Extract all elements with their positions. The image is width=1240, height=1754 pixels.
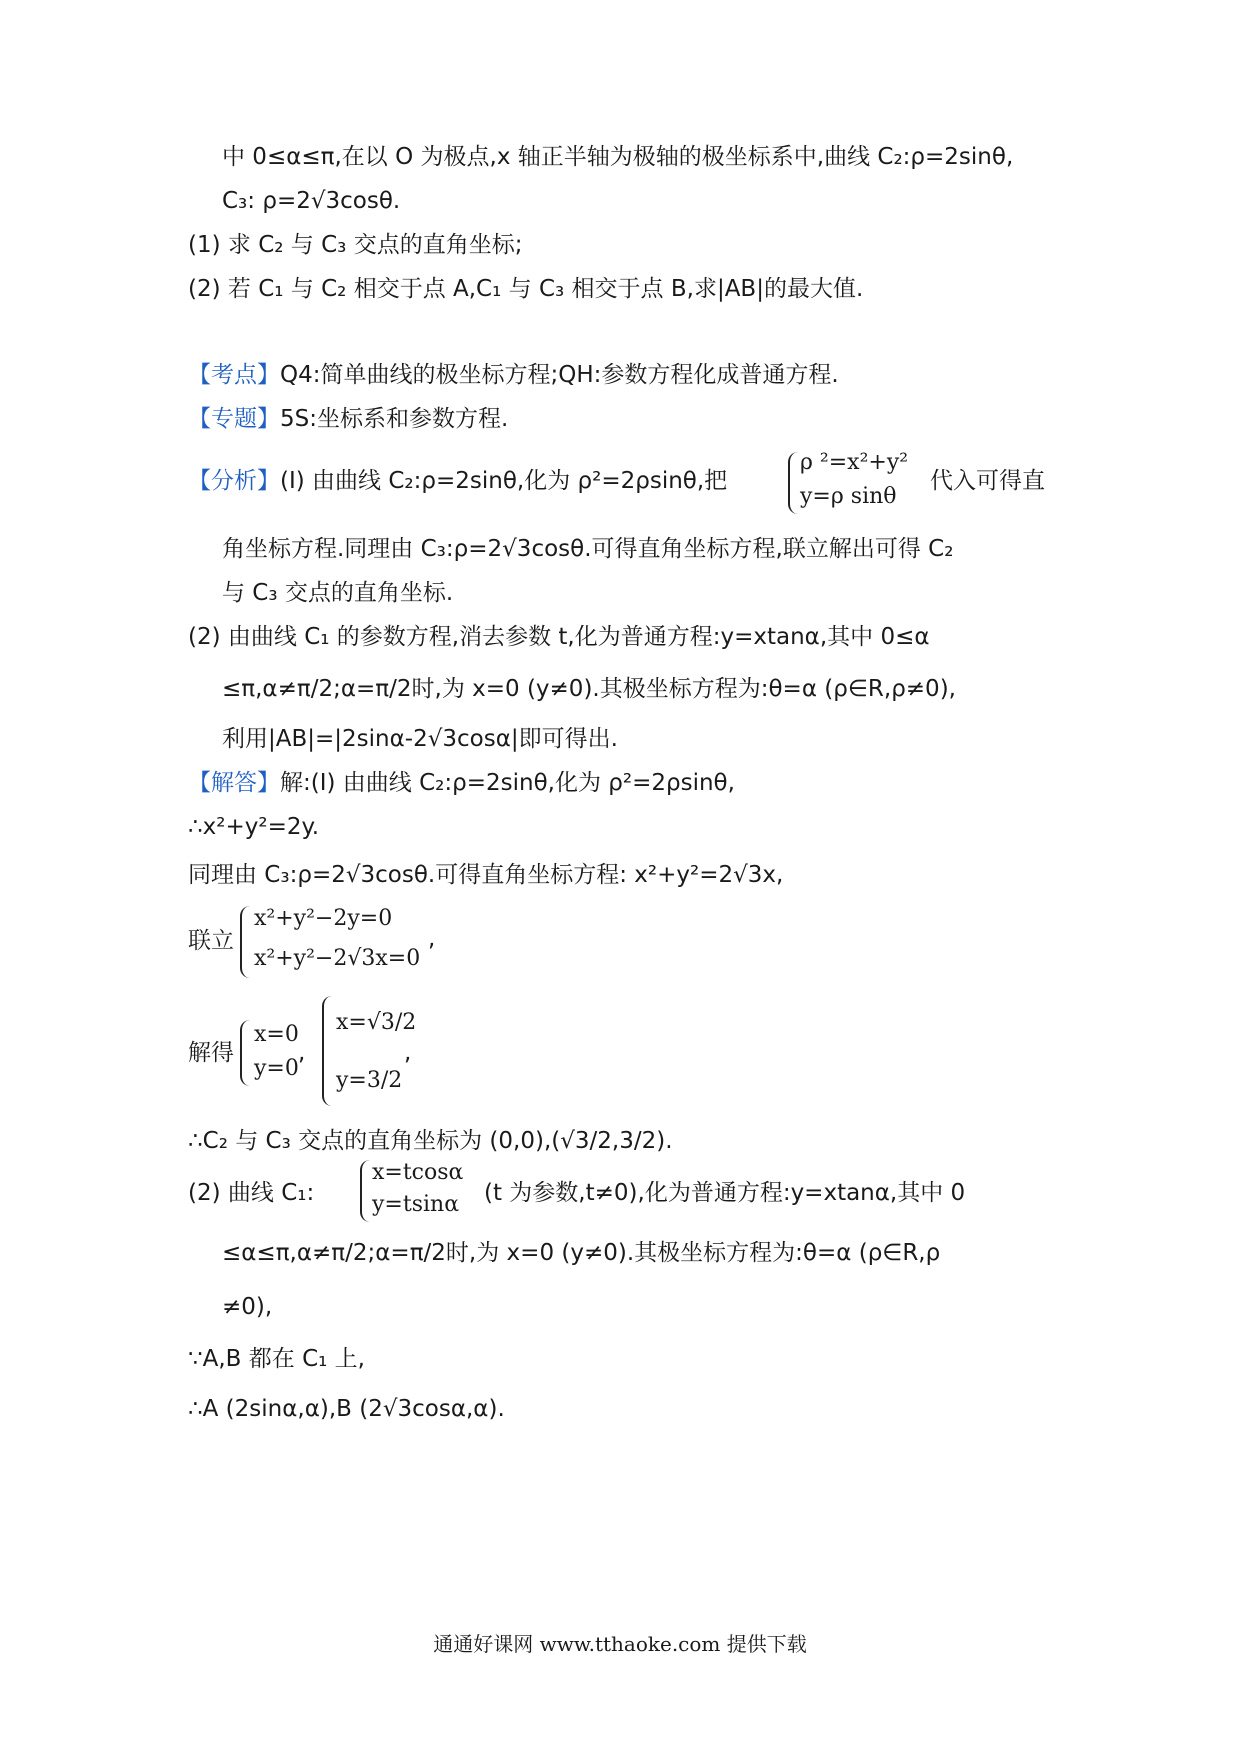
brace-icon [240, 906, 252, 978]
text-line: , [404, 1040, 412, 1066]
zhuanti-line [188, 402, 508, 436]
text-line: ∴A (2sinα,α),B (2√3cosα,α). [188, 1396, 505, 1422]
text-line: 代入可得直 [930, 468, 1045, 494]
brace-icon [788, 452, 800, 514]
fenxi-text: (I) 由曲线 C₂:ρ=2sinθ,化为 ρ²=2ρsinθ,把 [280, 468, 728, 494]
jieda-tag: 【解答】 [188, 770, 280, 796]
text-line: 利用|AB|=|2sinα-2√3cosα|即可得出. [222, 726, 618, 752]
jieda-text: 解:(I) 由曲线 C₂:ρ=2sinθ,化为 ρ²=2ρsinθ, [280, 770, 735, 796]
kaodian-tag: 【考点】 [188, 362, 280, 388]
text-line: ≤π,α≠π/2;α=π/2时,为 x=0 (y≠0).其极坐标方程为:θ=α (ρ∈R,ρ≠0), [222, 676, 956, 702]
text-line: (t 为参数,t≠0),化为普通方程:y=xtanα,其中 0 [484, 1180, 966, 1206]
text-line: C₃: ρ=2√3cosθ. [222, 188, 401, 214]
text-line: (2) 由曲线 C₁ 的参数方程,消去参数 t,化为普通方程:y=xtanα,其中 0≤α [188, 624, 930, 650]
text-line: 与 C₃ 交点的直角坐标. [222, 580, 454, 606]
text-line: 同理由 C₃:ρ=2√3cosθ.可得直角坐标方程: x²+y²=2√3x, [188, 862, 784, 888]
jieda-line-1 [188, 766, 735, 800]
equation: x²+y²−2y=0 [254, 906, 393, 931]
text-line: 角坐标方程.同理由 C₃:ρ=2√3cosθ.可得直角坐标方程,联立解出可得 C₂ [222, 536, 954, 562]
equation: x=0 [254, 1022, 299, 1047]
equation: y=3/2 [336, 1068, 403, 1093]
text-line: ∵A,B 都在 C₁ 上, [188, 1346, 365, 1372]
zhuanti-text: 5S:坐标系和参数方程. [280, 406, 509, 432]
equation: x=tcosα [372, 1160, 464, 1185]
equation: x=√3/2 [336, 1010, 417, 1035]
brace-icon [240, 1020, 252, 1086]
question-2: (2) 若 C₁ 与 C₂ 相交于点 A,C₁ 与 C₃ 相交于点 B,求|AB|的最大值. [188, 276, 864, 302]
text-line: , [428, 926, 436, 952]
jiede-label: 解得 [188, 1040, 234, 1066]
kaodian-text: Q4:简单曲线的极坐标方程;QH:参数方程化成普通方程. [280, 362, 839, 388]
fenxi-line-1 [188, 464, 727, 498]
text-line: (2) 曲线 C₁: [188, 1180, 315, 1206]
text-line: ∴C₂ 与 C₃ 交点的直角坐标为 (0,0),(√3/2,3/2). [188, 1128, 673, 1154]
text-line: ≤α≤π,α≠π/2;α=π/2时,为 x=0 (y≠0).其极坐标方程为:θ=α (ρ∈R,ρ [222, 1240, 941, 1266]
text-line: 中 0≤α≤π,在以 O 为极点,x 轴正半轴为极轴的极坐标系中,曲线 C₂:ρ=2sinθ, [222, 144, 1014, 170]
zhuanti-tag: 【专题】 [188, 406, 280, 432]
text-line: , [298, 1040, 306, 1066]
equation: y=tsinα [372, 1192, 460, 1217]
brace-icon [322, 996, 334, 1106]
brace-icon [360, 1160, 372, 1222]
text-line: ∴x²+y²=2y. [188, 814, 320, 840]
page-footer: 通通好课网 www.tthaoke.com 提供下载 [433, 1632, 807, 1656]
text-line: ≠0), [222, 1294, 273, 1320]
lianli-label: 联立 [188, 928, 234, 954]
equation: x²+y²−2√3x=0 [254, 946, 421, 971]
system-line-a: ρ ²=x²+y² [800, 450, 909, 475]
fenxi-tag: 【分析】 [188, 468, 280, 494]
kaodian-line [188, 358, 839, 392]
equation: y=0 [254, 1056, 299, 1081]
system-line-b: y=ρ sinθ [800, 484, 897, 509]
question-1: (1) 求 C₂ 与 C₃ 交点的直角坐标; [188, 232, 523, 258]
